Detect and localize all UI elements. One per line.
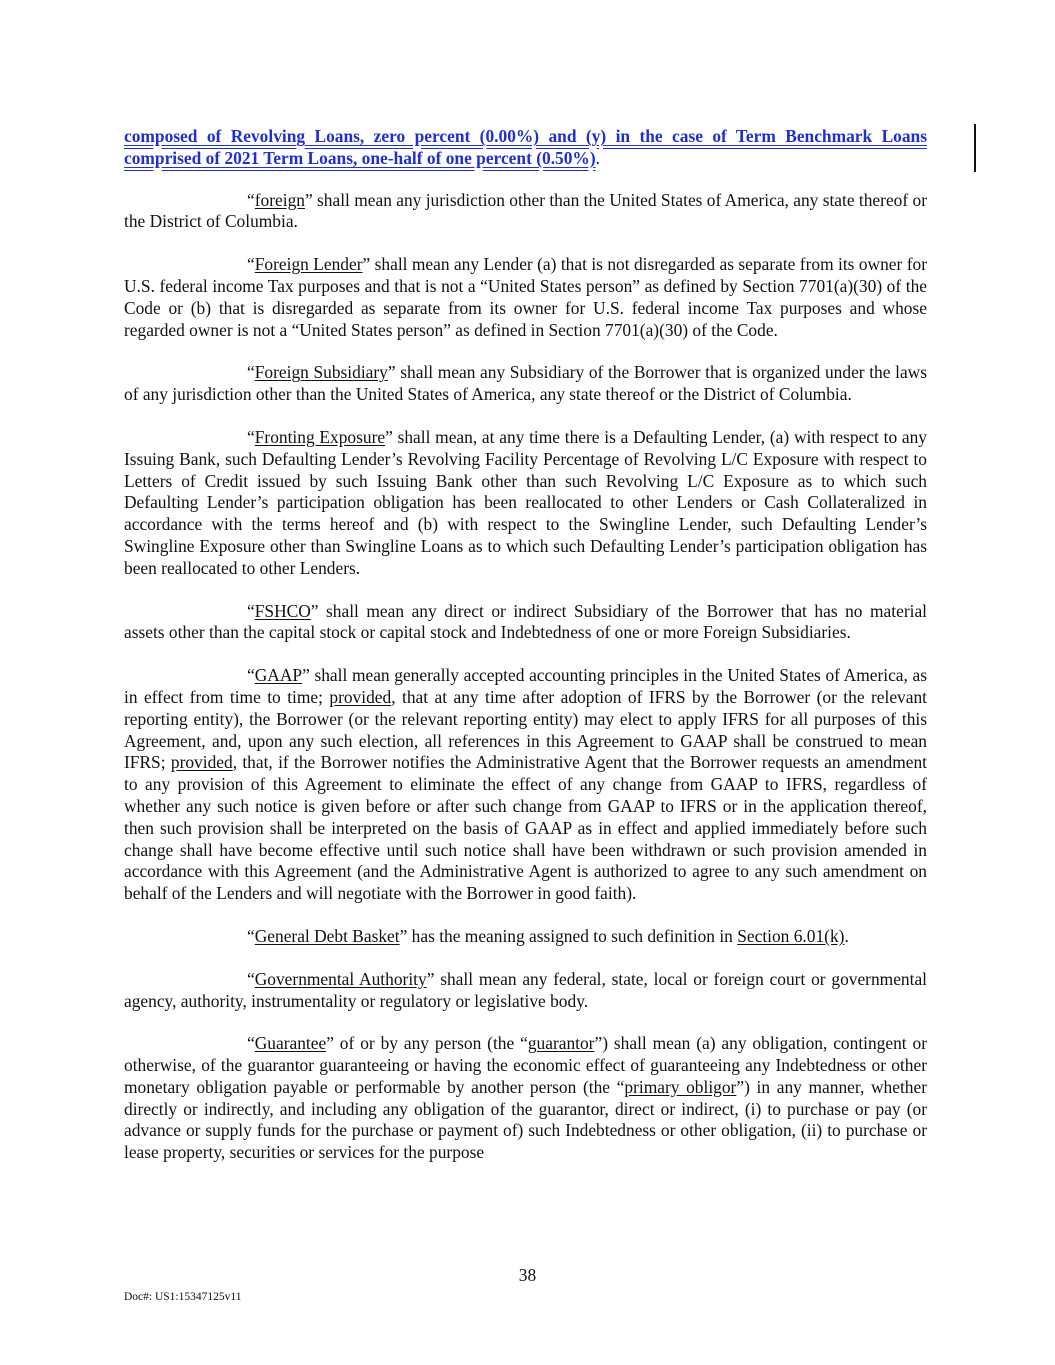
defined-term: Foreign Lender bbox=[254, 254, 363, 275]
page-number: 38 bbox=[518, 1265, 537, 1285]
definition-general-debt-basket: “General Debt Basket” has the meaning assigned to such definition in Section 6.01(k). bbox=[247, 925, 849, 946]
section-reference: Section 6.01(k) bbox=[737, 925, 845, 946]
change-bar bbox=[974, 150, 976, 172]
definition-guarantee: “Guarantee” of or by any person (the “guarantor”) shall mean (a) any obligation, contingent or otherwise, of the guarantor guaranteeing or having the economic effect of guaranteeing any Indebtedness or other monetary obligation payable or performable by another person (the “primary obligor”) in any manner, whether directly or indirectly, and including any obligation of the guarantor, direct or indirect, (i) to purchase or pay (or advance or supply funds for the purchase or payment of) such Indebtedness or other obligation, (ii) to purchase or lease property, securities or services for the purpose bbox=[124, 1033, 928, 1163]
defined-term: primary obligor bbox=[624, 1076, 737, 1097]
definition-fronting-exposure: “Fronting Exposure” shall mean, at any time there is a Defaulting Lender, (a) with respect to any Issuing Bank, such Defaulting Lender’s Revolving Facility Percentage of Revolving L/C Exposure with respect to Letters of Credit issued by such Issuing Bank other than such Revolving L/C Exposure as to which such Defaulting Lender’s participation obligation has been reallocated to other Lenders or Cash Collateralized in accordance with the terms hereof and (b) with respect to the Swingline Lender, such Defaulting Lender’s Swingline Exposure other than Swingline Loans as to which such Defaulting Lender’s participation obligation has been reallocated to other Lenders. bbox=[124, 426, 928, 578]
defined-term: GAAP bbox=[254, 665, 303, 686]
defined-term: FSHCO bbox=[254, 600, 311, 621]
defined-term: Guarantee bbox=[254, 1033, 327, 1054]
defined-term: Foreign Subsidiary bbox=[254, 362, 388, 383]
defined-term: Governmental Authority bbox=[254, 968, 427, 989]
defined-term: General Debt Basket bbox=[254, 925, 400, 946]
defined-term: Fronting Exposure bbox=[254, 426, 386, 447]
document-id: Doc#: US1:15347125v11 bbox=[124, 1291, 242, 1303]
change-bar bbox=[974, 124, 976, 150]
definition-governmental-authority: “Governmental Authority” shall mean any federal, state, local or foreign court or governmental agency, authority, instrumentality or regulatory or legislative body. bbox=[124, 968, 927, 1011]
definition-gaap: “GAAP” shall mean generally accepted accounting principles in the United States of America, as in effect from time to time; provided, that at any time after adoption of IFRS by the Borrower (or the relevant reporting entity), the Borrower (or the relevant reporting entity) may elect to apply IFRS for all purposes of this Agreement, and, upon any such election, all references in this Agreement to GAAP shall be construed to mean IFRS; provided, that, if the Borrower notifies the Administrative Agent that the Borrower requests an amendment to any provision of this Agreement to eliminate the effect of any change from GAAP to IFRS, regardless of whether any such notice is given before or after such change from GAAP to IFRS or in the application thereof, then such provision shall be interpreted on the basis of GAAP as in effect and applied immediately before such change shall have become effective until such notice shall have been withdrawn or such provision amended in accordance with this Agreement (and the Administrative Agent is authorized to agree to any such amendment on behalf of the Lenders and will negotiate with the Borrower in good faith). bbox=[124, 665, 927, 904]
proviso: provided bbox=[329, 686, 392, 707]
definition-foreign-subsidiary: “Foreign Subsidiary” shall mean any Subsidiary of the Borrower that is organized under the laws of any jurisdiction other than the United States of America, any state thereof or the District of Columbia. bbox=[124, 362, 927, 405]
defined-term: guarantor bbox=[527, 1033, 595, 1054]
proviso: provided bbox=[170, 752, 233, 773]
defined-term: foreign bbox=[254, 189, 305, 210]
document-body bbox=[124, 126, 927, 1185]
definition-foreign-lender: “Foreign Lender” shall mean any Lender (a) that is not disregarded as separate from its owner for U.S. federal income Tax purposes and that is not a “United States person” as defined by Section 7701(a)(30) of the Code or (b) that is disregarded as separate from its owner for U.S. federal income Tax purposes and whose regarded owner is not a “United States person” as defined in Section 7701(a)(30) of the Code. bbox=[124, 254, 927, 340]
definition-fshco: “FSHCO” shall mean any direct or indirect Subsidiary of the Borrower that has no material assets other than the capital stock or capital stock and Indebtedness of one or more Foreign Subsidiaries. bbox=[124, 600, 927, 643]
amended-continuation: composed of Revolving Loans, zero percent (0.00%) and (y) in the case of Term Benchmark Loans comprised of 2021 Term Loans, one-half of one percent (0.50%). bbox=[124, 126, 927, 168]
definition-foreign: “foreign” shall mean any jurisdiction other than the United States of America, any state thereof or the District of Columbia. bbox=[124, 189, 927, 232]
amended-text: composed of Revolving Loans, zero percent (0.00%) and (y) in the case of Term Benchmark Loans comprised of 2021 Term Loans, one-half of one percent (0.50%) bbox=[124, 126, 927, 168]
